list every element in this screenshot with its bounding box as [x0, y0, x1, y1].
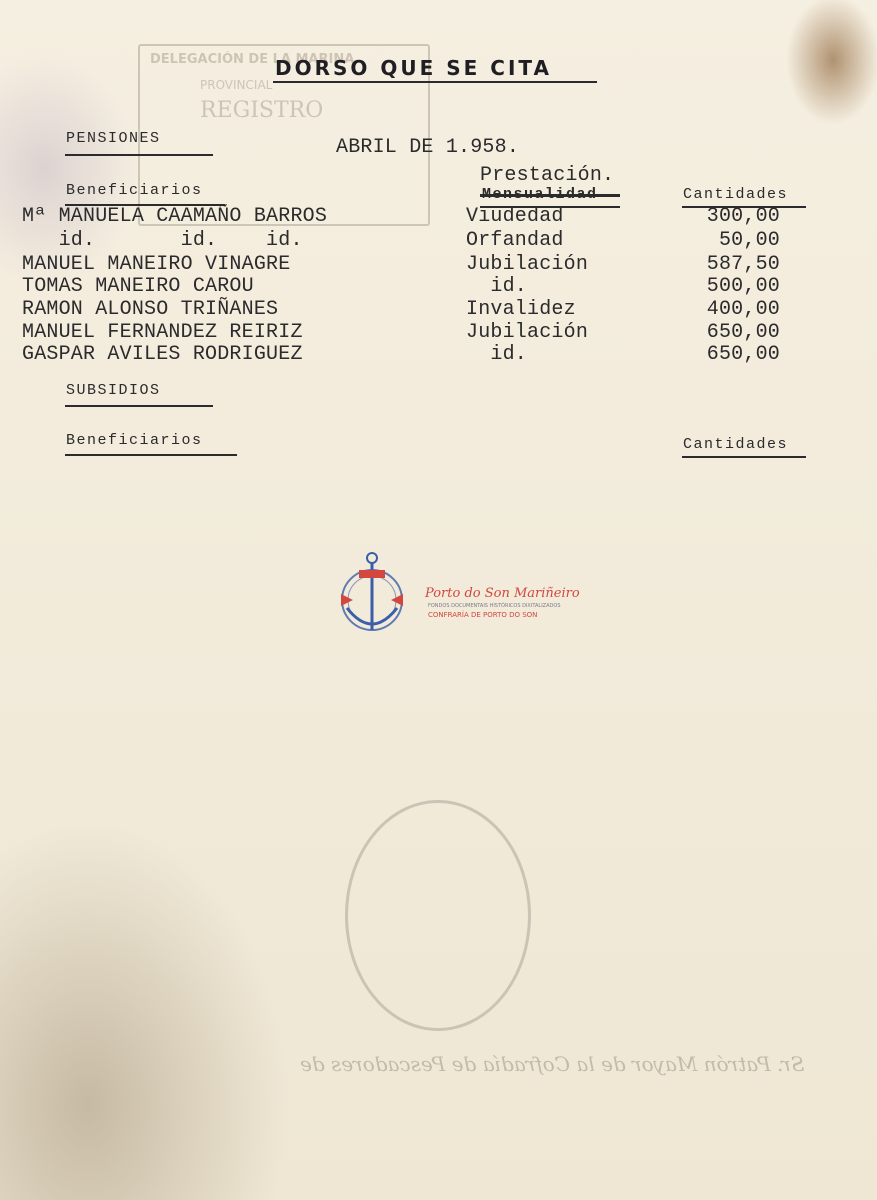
bleed-round-stamp — [345, 800, 531, 1031]
mensualidad-strike — [480, 194, 620, 197]
anchor-logo-icon — [335, 548, 410, 643]
pension-cantidad: 500,00 — [706, 275, 780, 298]
pension-cantidad: 587,50 — [706, 253, 780, 276]
pension-beneficiary: id. id. id. — [22, 229, 303, 252]
pension-prestacion: Invalidez — [466, 298, 576, 321]
subsidios-underline — [65, 405, 213, 407]
pension-prestacion: Jubilación — [466, 321, 589, 344]
bleed-stamp-top: DELEGACIÓN DE LA MARINA — [150, 52, 355, 67]
pension-beneficiary: Mª MANUELA CAAMAÑO BARROS — [22, 205, 328, 228]
pension-cantidad: 650,00 — [706, 321, 780, 344]
pension-cantidad: 300,00 — [706, 205, 780, 228]
pension-beneficiary: MANUEL MANEIRO VINAGRE — [22, 253, 291, 276]
beneficiarios-label: Beneficiarios — [66, 182, 203, 199]
pension-cantidad: 650,00 — [706, 343, 780, 366]
watermark-line2: CONFRARÍA DE PORTO DO SON — [428, 611, 538, 619]
pensiones-underline — [65, 154, 213, 156]
document-date: ABRIL DE 1.958. — [336, 136, 520, 159]
subsidios-cantidades-label: Cantidades — [683, 436, 789, 453]
pension-beneficiary: MANUEL FERNANDEZ REIRIZ — [22, 321, 303, 344]
pension-prestacion: Viudedad — [466, 205, 564, 228]
bleed-footer: Sr. Patrón Mayor de la Cofradía de Pescadores de — [300, 1052, 805, 1076]
bleed-stamp-reg: REGISTRO — [200, 98, 324, 123]
pension-cantidad: 50,00 — [718, 229, 780, 252]
bleed-stamp-mid: PROVINCIAL — [200, 78, 273, 92]
title-underline — [273, 81, 597, 83]
watermark-line1: FONDOS DOCUMENTAIS HISTÓRICOS DIXITALIZADOS — [428, 603, 561, 609]
pension-cantidad: 400,00 — [706, 298, 780, 321]
pension-prestacion: Jubilación — [466, 253, 589, 276]
pension-prestacion: id. — [466, 275, 528, 298]
prestacion-label: Prestación. — [480, 164, 615, 187]
pension-prestacion: id. — [466, 343, 528, 366]
pension-beneficiary: RAMON ALONSO TRIÑANES — [22, 298, 279, 321]
cantidades-label: Cantidades — [683, 186, 789, 203]
page-title: DORSO QUE SE CITA — [275, 56, 552, 80]
pension-beneficiary: GASPAR AVILES RODRIGUEZ — [22, 343, 303, 366]
subsidios-heading: SUBSIDIOS — [66, 382, 161, 399]
pension-beneficiary: TOMAS MANEIRO CAROU — [22, 275, 254, 298]
pension-prestacion: Orfandad — [466, 229, 564, 252]
watermark-brand: Porto do Son Mariñeiro — [425, 586, 580, 601]
subsidios-cantidades-underline — [682, 456, 806, 458]
subsidios-beneficiarios-label: Beneficiarios — [66, 432, 203, 449]
subsidios-beneficiarios-underline — [65, 454, 237, 456]
pensiones-heading: PENSIONES — [66, 130, 161, 147]
